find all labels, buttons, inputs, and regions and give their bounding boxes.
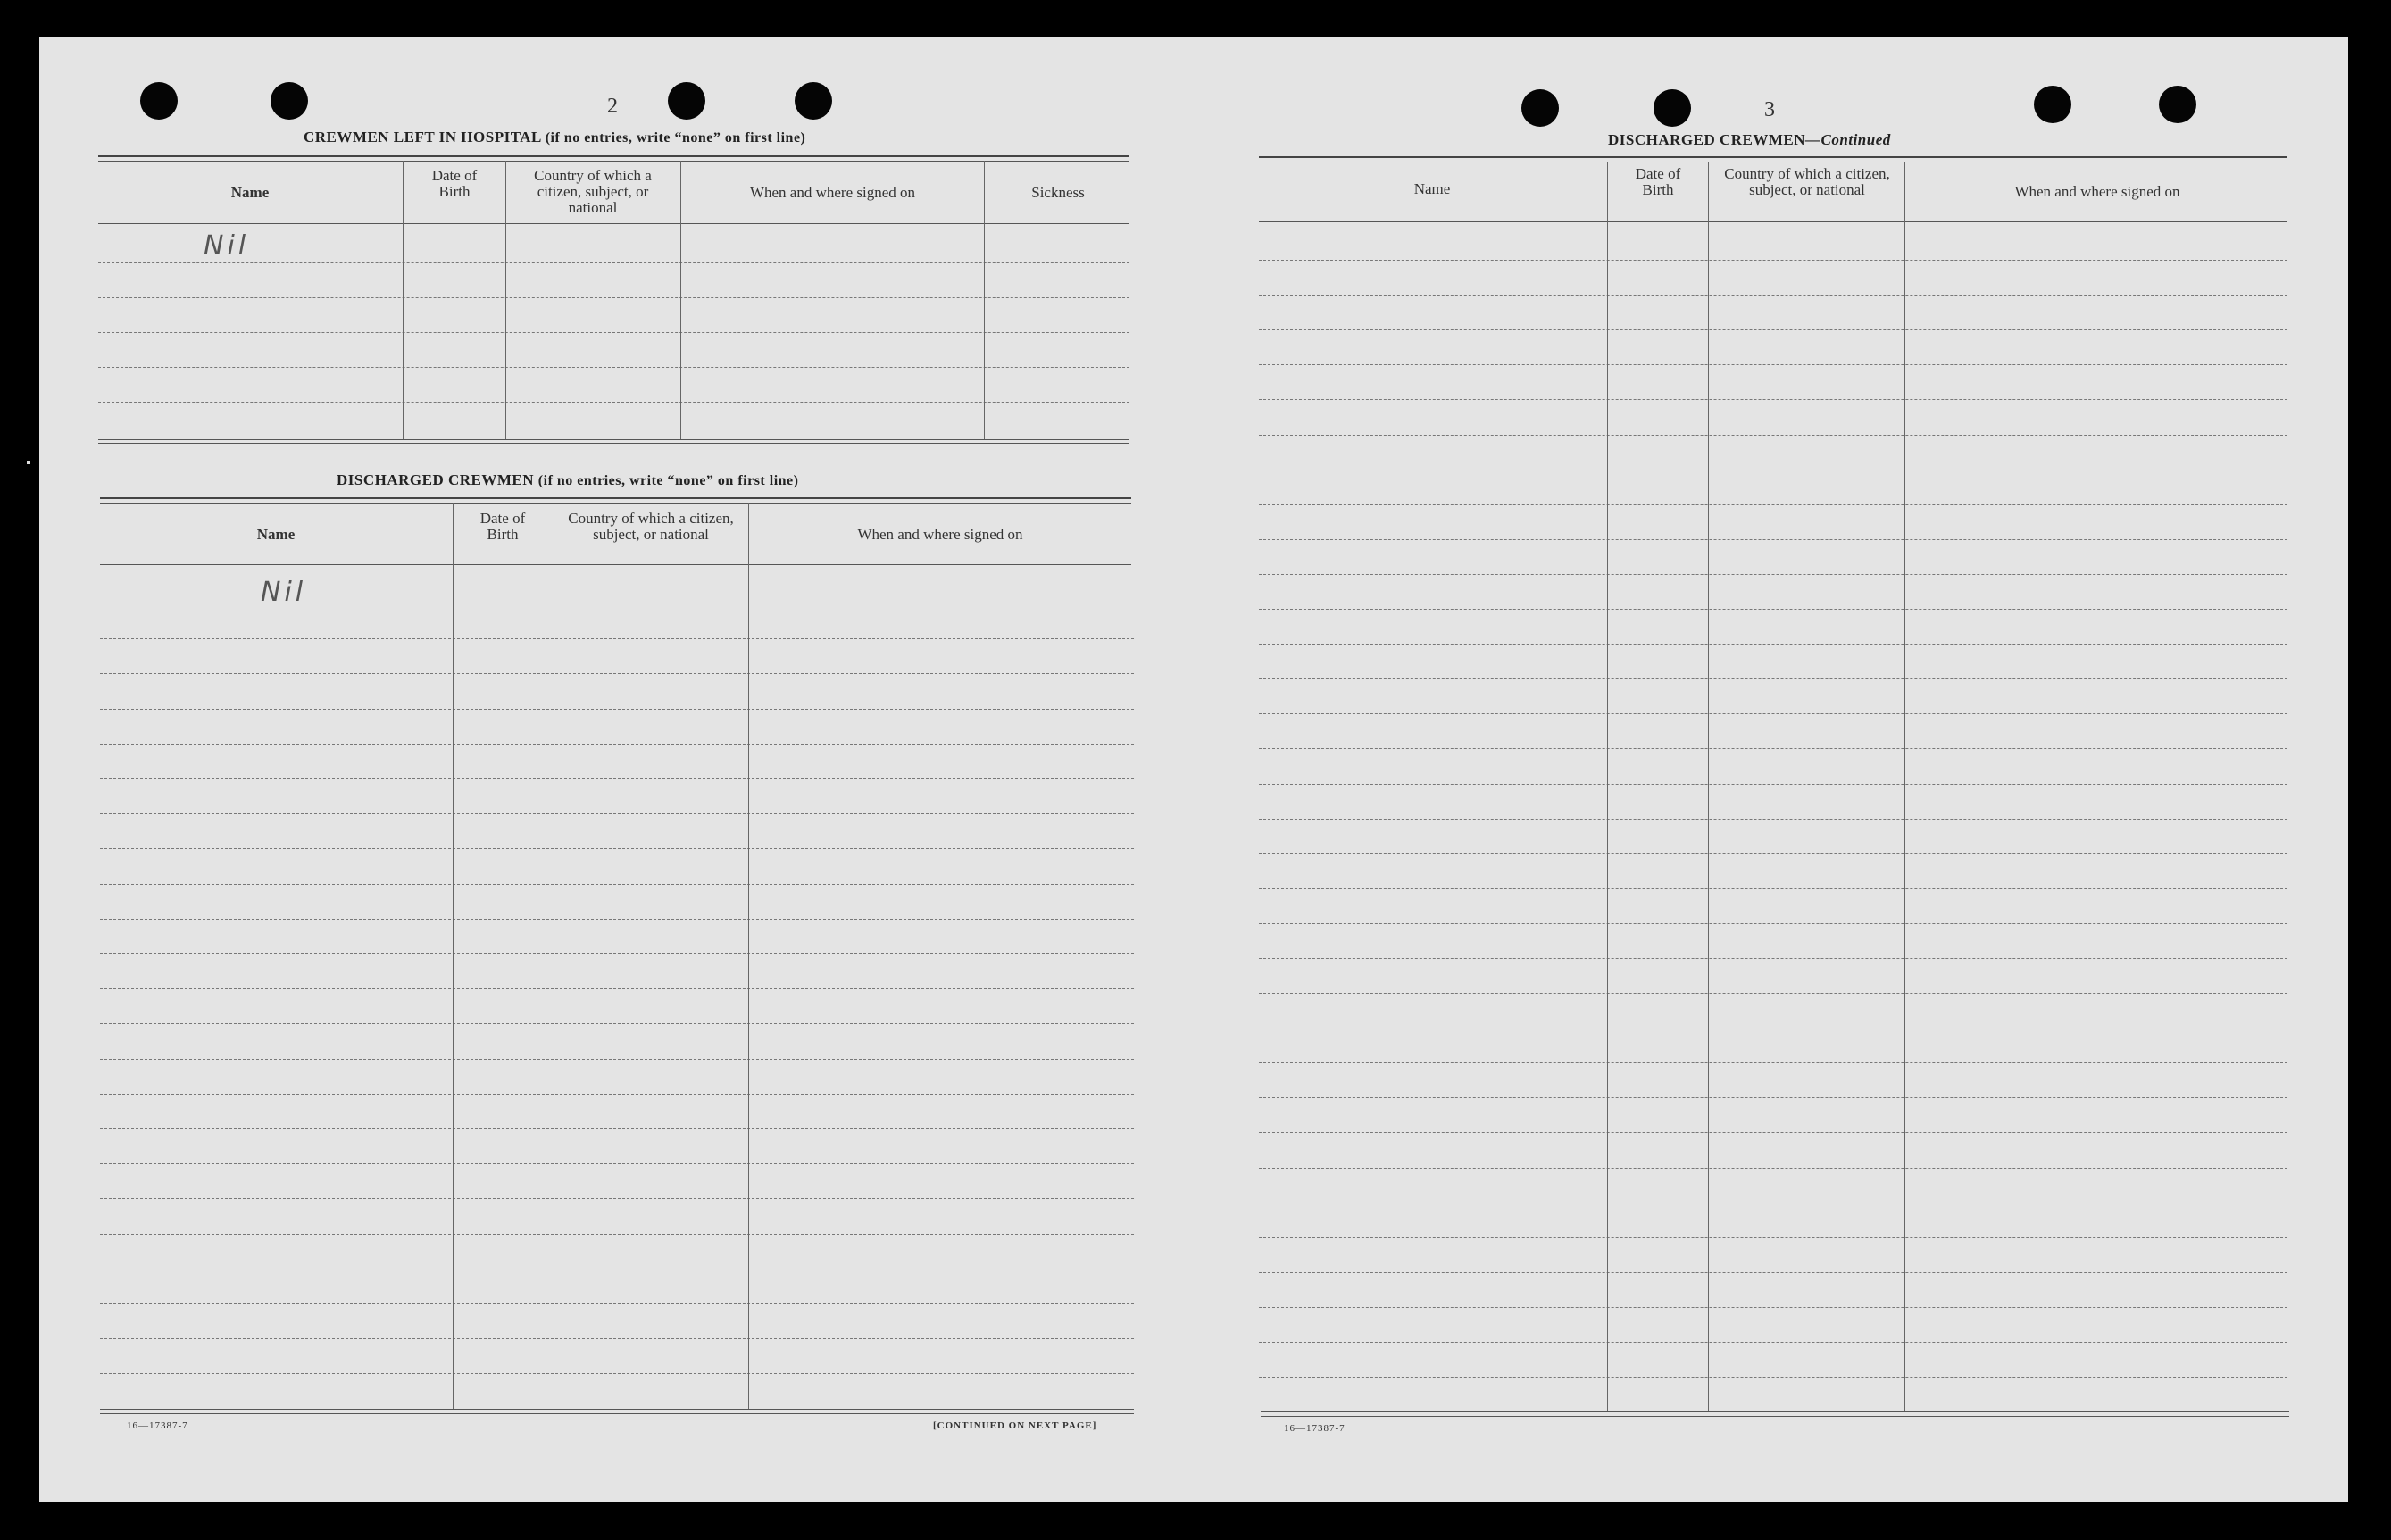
row-line [100,778,1134,779]
hospital-col-name: Name [230,184,270,201]
row-line [1259,1132,2287,1133]
row-line [100,1338,1134,1339]
col-divider [1607,162,1608,1411]
row-line [1259,1168,2287,1169]
discharged-top-rule [100,497,1131,499]
hospital-col-dob [404,168,504,200]
edge-speck [27,461,30,464]
row-line [1259,539,2287,540]
form-sheet [39,37,2348,1502]
punch-hole [1654,89,1691,127]
discharged-continued-title-text: DISCHARGED CREWMEN [1608,131,1806,148]
discharged-handwritten-entry: Nil [261,577,307,608]
row-line [1259,923,2287,924]
row-line [100,1303,1134,1304]
row-line [100,1059,1134,1060]
row-line [100,638,1134,639]
discharged-col-country-text: Country of which a citizen, subject, or national [568,510,734,543]
discharged-continued-title [1608,131,1891,149]
right-col-country-text: Country of which a citizen, subject, or national [1724,165,1890,198]
punch-hole [271,82,308,120]
row-line [1259,329,2287,330]
row-line [1259,399,2287,400]
right-bottom-rule-2 [1261,1416,2289,1417]
row-line [1259,678,2287,679]
row-line [1259,1097,2287,1098]
hospital-col-country [509,168,677,216]
row-line [100,1373,1134,1374]
row-line [100,673,1134,674]
hospital-col-dob-text: Date of Birth [431,167,478,200]
punch-hole [140,82,178,120]
row-line [100,813,1134,814]
discharged-col-signed-on: When and where signed on [857,526,1023,543]
continued-note: [CONTINUED ON NEXT PAGE] [933,1420,1097,1431]
col-divider [403,161,404,439]
punch-hole [2034,86,2071,123]
row-line [1259,1307,2287,1308]
hospital-bottom-rule-2 [98,443,1129,444]
row-line [98,402,1129,403]
row-line [98,367,1129,368]
row-line [98,332,1129,333]
row-line [1259,958,2287,959]
discharged-col-dob [454,511,552,543]
discharged-title-note: (if no entries, write “none” on first line) [537,473,799,488]
right-col-country [1711,166,1904,198]
left-bottom-rule-2 [100,1413,1134,1414]
punch-hole [2159,86,2196,123]
col-divider [680,161,681,439]
row-line [1259,784,2287,785]
col-divider [1904,162,1905,1411]
right-col-dob-text: Date of Birth [1635,165,1681,198]
hospital-header-rule [98,223,1129,224]
row-line [100,744,1134,745]
row-line [1259,609,2287,610]
row-line [1259,993,2287,994]
row-line [1259,819,2287,820]
punch-hole [1521,89,1559,127]
row-line [100,1128,1134,1129]
col-divider [1708,162,1709,1411]
row-line [1259,1062,2287,1063]
discharged-continued-suffix: —Continued [1805,131,1891,148]
hospital-top-rule-2 [98,161,1129,162]
row-line [98,262,1129,263]
row-line [1259,713,2287,714]
row-line [100,953,1134,954]
discharged-col-name: Name [256,526,296,543]
hospital-handwritten-entry: Nil [204,230,250,262]
discharged-col-dob-text: Date of Birth [479,510,526,543]
right-col-name: Name [1413,180,1451,197]
row-line [1259,1342,2287,1343]
left-form-number: 16—17387-7 [127,1420,188,1431]
right-col-signed-on: When and where signed on [2014,183,2180,200]
page-number-right: 3 [1764,98,1775,121]
col-divider [505,161,506,439]
col-divider [984,161,985,439]
discharged-col-country [555,511,746,543]
row-line [1259,364,2287,365]
row-line [100,1234,1134,1235]
row-line [1259,504,2287,505]
row-line [1259,574,2287,575]
discharged-header-rule [100,564,1131,565]
row-line [1259,1272,2287,1273]
col-divider [748,503,749,1409]
hospital-section-title [304,129,805,146]
row-line [1259,853,2287,854]
row-line [100,1094,1134,1095]
row-line [1259,1377,2287,1378]
discharged-top-rule-2 [100,503,1131,504]
row-line [1259,644,2287,645]
row-line [100,709,1134,710]
row-line [100,988,1134,989]
row-line [1259,888,2287,889]
row-line [1259,435,2287,436]
row-line [1259,1237,2287,1238]
row-line [100,1198,1134,1199]
row-line [100,919,1134,920]
right-form-number: 16—17387-7 [1284,1423,1345,1434]
hospital-title-text: CREWMEN LEFT IN HOSPITAL [304,129,541,146]
hospital-title-note: (if no entries, write “none” on first line) [545,130,806,146]
right-col-dob [1609,166,1707,198]
hospital-col-signed-on: When and where signed on [749,184,916,201]
row-line [100,848,1134,849]
row-line [1259,295,2287,296]
hospital-col-country-text: Country of which a citizen, subject, or national [534,167,652,216]
right-top-rule [1259,156,2287,158]
discharged-title-text: DISCHARGED CREWMEN [337,471,535,488]
left-bottom-rule [100,1409,1134,1410]
punch-hole [795,82,832,120]
row-line [100,1023,1134,1024]
discharged-section-title [337,471,798,489]
row-line [1259,260,2287,261]
row-line [1259,748,2287,749]
punch-hole [668,82,705,120]
hospital-top-rule [98,155,1129,157]
col-divider [453,503,454,1409]
row-line [100,1163,1134,1164]
hospital-col-sickness: Sickness [1031,184,1085,201]
row-line [100,884,1134,885]
hospital-bottom-rule [98,439,1129,440]
page-number-left: 2 [607,95,618,118]
row-line [98,297,1129,298]
right-bottom-rule [1261,1411,2289,1412]
right-header-rule [1259,221,2287,222]
